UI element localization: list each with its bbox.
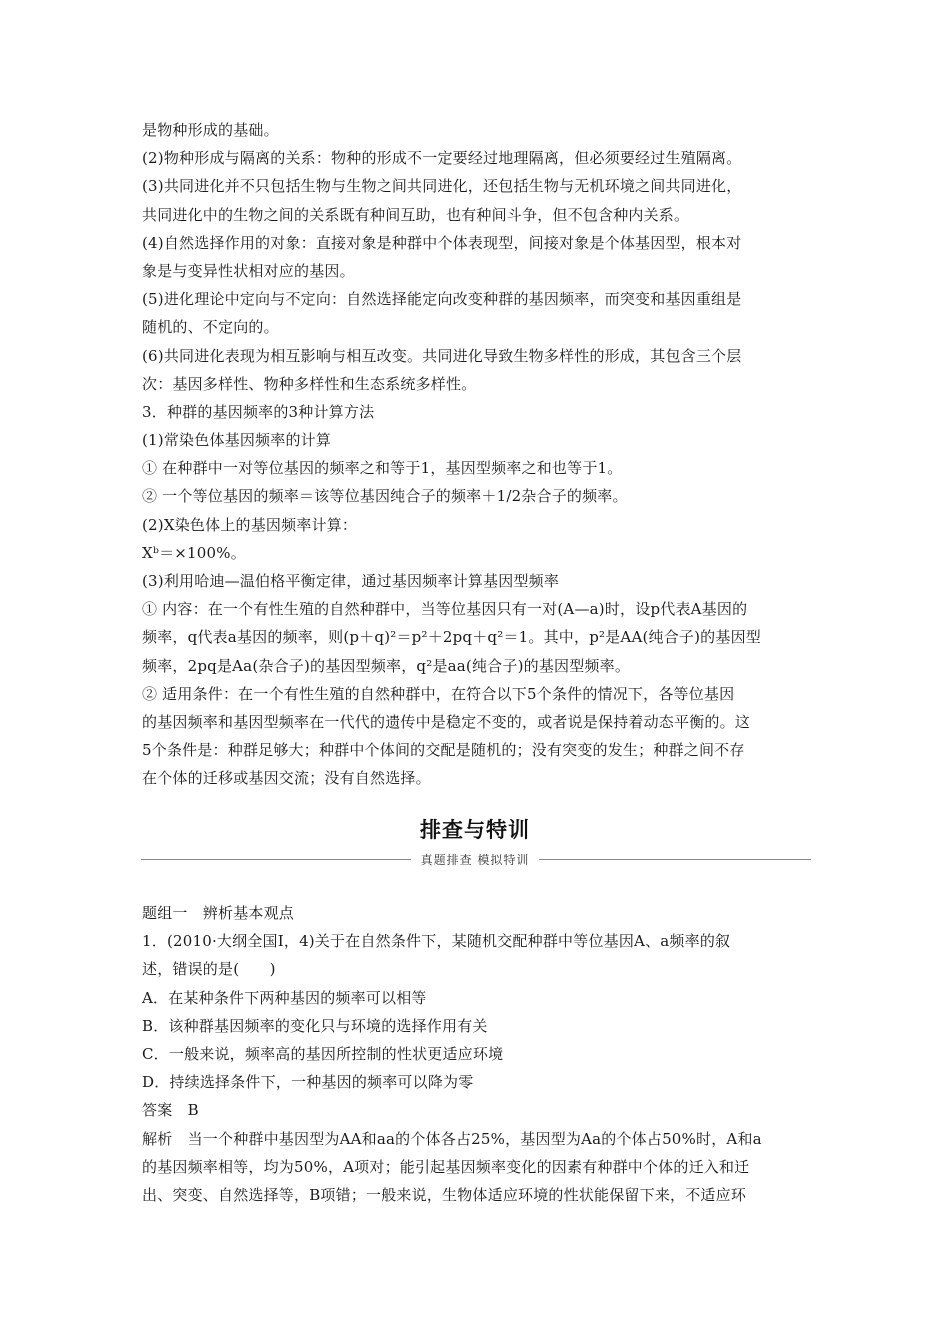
text-line: 象是与变异性状相对应的基因。 xyxy=(142,261,355,280)
text-line: ② 适用条件：在一个有性生殖的自然种群中，在符合以下5个条件的情况下，各等位基因 xyxy=(142,684,735,703)
text-line: 5个条件是：种群足够大；种群中个体间的交配是随机的；没有突变的发生；种群之间不存 xyxy=(142,741,745,760)
group-heading: 题组一 辨析基本观点 xyxy=(142,904,295,922)
text-line: 频率，q代表a基因的频率，则(p＋q)²＝p²＋2pq＋q²＝1。其中，p²是AA(纯合子)的基因型 xyxy=(142,628,761,647)
text-line: ① 内容：在一个有性生殖的自然种群中，当等位基因只有一对(A—a)时，设p代表A基因的 xyxy=(142,600,748,619)
text-line: (1)常染色体基因频率的计算 xyxy=(142,431,332,450)
explanation-line: 的基因频率相等，均为50%，A项对；能引起基因频率变化的因素有种群中个体的迁入和迁 xyxy=(142,1157,750,1176)
text-line: 随机的、不定向的。 xyxy=(142,318,279,337)
text-body-bottom xyxy=(142,899,812,1209)
text-line: (2)X染色体上的基因频率计算： xyxy=(142,515,358,534)
option-b: B．该种群基因频率的变化只与环境的选择作用有关 xyxy=(142,1016,488,1035)
section-subtitle: 真题排查 模拟特训 xyxy=(411,853,540,867)
section-subtitle-wrap xyxy=(0,849,950,868)
text-line: (3)利用哈迪—温伯格平衡定律，通过基因频率计算基因型频率 xyxy=(142,572,560,590)
text-line: 共同进化中的生物之间的关系既有种间互助，也有种间斗争，但不包含种内关系。 xyxy=(142,205,690,224)
text-line: ① 在种群中一对等位基因的频率之和等于1，基因型频率之和也等于1。 xyxy=(142,459,623,478)
text-line: 是物种形成的基础。 xyxy=(142,121,279,139)
question-stem: 1．(2010·大纲全国Ⅰ，4)关于在自然条件下，某随机交配种群中等位基因A、a频率的叙 xyxy=(142,932,731,951)
text-line: (2)物种形成与隔离的关系：物种的形成不一定要经过地理隔离，但必须要经过生殖隔离。 xyxy=(142,149,742,168)
text-line: 在个体的迁移或基因交流；没有自然选择。 xyxy=(142,769,431,788)
explanation-line: 解析 当一个种群中基因型为AA和aa的个体各占25%，基因型为Aa的个体占50%时，A和a xyxy=(142,1129,762,1148)
text-line: 3．种群的基因频率的3种计算方法 xyxy=(142,402,375,421)
text-line: 次：基因多样性、物种多样性和生态系统多样性。 xyxy=(142,374,477,393)
section-title: 排查与特训 xyxy=(420,818,530,842)
text-line: Xᵇ＝×100%。 xyxy=(142,543,246,562)
option-a: A．在某种条件下两种基因的频率可以相等 xyxy=(142,988,427,1007)
explanation-line: 出、突变、自然选择等，B项错；一般来说，生物体适应环境的性状能保留下来，不适应环 xyxy=(142,1185,747,1204)
text-line: ② 一个等位基因的频率＝该等位基因纯合子的频率＋1/2杂合子的频率。 xyxy=(142,487,628,506)
text-body-top xyxy=(142,116,812,793)
option-d: D．持续选择条件下，一种基因的频率可以降为零 xyxy=(142,1073,474,1092)
text-line: (5)进化理论中定向与不定向：自然选择能定向改变种群的基因频率，而突变和基因重组是 xyxy=(142,290,742,309)
text-line: (6)共同进化表现为相互影响与相互改变。共同进化导致生物多样性的形成，其包含三个层 xyxy=(142,346,742,365)
text-line: 的基因频率和基因型频率在一代代的遗传中是稳定不变的，或者说是保持着动态平衡的。这 xyxy=(142,712,751,731)
text-line: (3)共同进化并不只包括生物与生物之间共同进化，还包括生物与无机环境之间共同进化， xyxy=(142,177,742,196)
answer: 答案 B xyxy=(142,1101,199,1120)
text-line: (4)自然选择作用的对象：直接对象是种群中个体表现型，间接对象是个体基因型，根本对 xyxy=(142,233,742,252)
text-line: 频率，2pq是Aa(杂合子)的基因型频率，q²是aa(纯合子)的基因型频率。 xyxy=(142,656,631,675)
question-stem: 述，错误的是( ) xyxy=(142,960,276,979)
option-c: C．一般来说，频率高的基因所控制的性状更适应环境 xyxy=(142,1044,504,1063)
